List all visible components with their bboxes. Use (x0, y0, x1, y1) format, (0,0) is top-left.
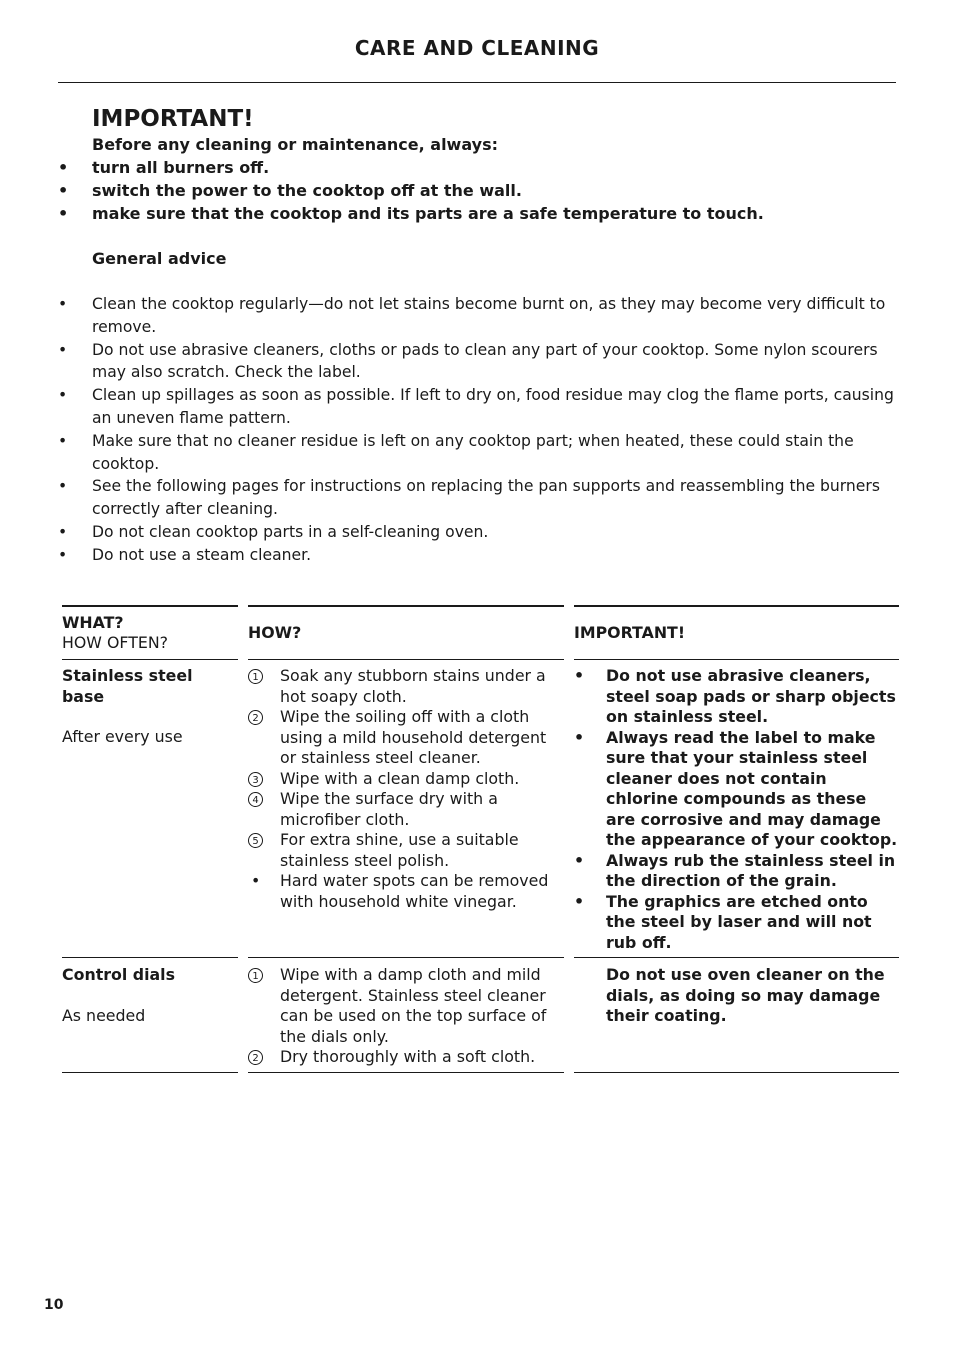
header-what (62, 605, 238, 660)
step-text: Dry thoroughly with a soft cloth. (280, 1047, 536, 1066)
step-item (248, 769, 564, 790)
important-note: • Do not use abrasive cleaners, steel soap pads or sharp objects on stainless steel. (574, 666, 899, 728)
table-row (62, 660, 899, 958)
important-item: • switch the power to the cooktop off at the wall. (58, 180, 858, 203)
general-advice-item: • Do not use a steam cleaner. (58, 544, 898, 567)
step-text: Wipe with a clean damp cloth. (280, 768, 520, 788)
general-advice-item: • Do not clean cooktop parts in a self-cleaning oven. (58, 521, 898, 544)
step-number-icon: 5 (248, 833, 263, 848)
important-item: • make sure that the cooktop and its parts are a safe temperature to touch. (58, 203, 858, 226)
important-item: • turn all burners off. (58, 157, 858, 180)
cleaning-table (62, 605, 899, 1073)
step-text: Wipe the surface dry with a microfiber cloth. (280, 789, 498, 829)
step-item (248, 789, 564, 830)
what-cell (62, 660, 238, 958)
how-cell (248, 660, 564, 958)
step-number-icon: 2 (248, 710, 263, 725)
step-item (248, 1047, 564, 1068)
page-number: 10 (44, 1297, 64, 1313)
step-number-icon: 4 (248, 792, 263, 807)
step-item (248, 707, 564, 769)
steps-list (248, 666, 564, 912)
important-cell (574, 958, 899, 1073)
header-how-often-label: HOW OFTEN? (62, 633, 169, 652)
table-header-row (62, 605, 899, 660)
how-cell (248, 958, 564, 1073)
item-name: Stainless steel base (62, 666, 193, 706)
important-notes-list (574, 666, 899, 953)
important-heading: IMPORTANT! (92, 106, 254, 132)
header-important: IMPORTANT! (574, 605, 899, 660)
step-number-icon: 1 (248, 968, 263, 983)
important-list (58, 157, 858, 225)
step-item (248, 830, 564, 871)
step-text: For extra shine, use a suitable stainless steel polish. (280, 830, 519, 870)
important-note: • The graphics are etched onto the steel by laser and will not rub off. (574, 892, 899, 954)
step-text: Wipe the soiling off with a cloth using a mild household detergent or stainless steel cleaner. (280, 707, 547, 767)
step-item (248, 666, 564, 707)
step-text: Hard water spots can be removed with household white vinegar. (280, 871, 549, 911)
step-text: Wipe with a damp cloth and mild detergent. Stainless steel cleaner can be used on the top surface of the dials only. (280, 965, 547, 1046)
bullet-icon: • (251, 871, 261, 890)
header-what-label: WHAT? (62, 612, 124, 632)
section-title: CARE AND CLEANING (354, 36, 600, 60)
general-advice-list (58, 293, 898, 567)
steps-list (248, 965, 564, 1068)
general-advice-item: • Clean the cooktop regularly—do not let stains become burnt on, as they may become very difficult to remove. (58, 293, 898, 339)
item-name: Control dials (62, 965, 176, 984)
general-advice-item: • Clean up spillages as soon as possible. If left to dry on, food residue may clog the flame ports, causing an uneven flame pattern. (58, 384, 898, 430)
step-number-icon: 1 (248, 669, 263, 684)
general-advice-item: • See the following pages for instructions on replacing the pan supports and reassembling the burners correctly after cleaning. (58, 475, 898, 521)
important-intro: Before any cleaning or maintenance, always: (92, 135, 498, 154)
item-frequency: As needed (62, 1005, 146, 1025)
important-note: Do not use oven cleaner on the dials, as doing so may damage their coating. (606, 965, 885, 1025)
important-cell (574, 660, 899, 958)
step-item (248, 965, 564, 1047)
step-item (248, 871, 564, 912)
general-advice-heading: General advice (92, 249, 227, 268)
table-row (62, 958, 899, 1073)
step-number-icon: 2 (248, 1050, 263, 1065)
step-text: Soak any stubborn stains under a hot soapy cloth. (280, 666, 546, 706)
important-note: • Always read the label to make sure that your stainless steel cleaner does not contain chlorine compounds as these are corrosive and may damage the appearance of your cooktop. (574, 728, 899, 851)
header-how: HOW? (248, 605, 564, 660)
general-advice-item: • Do not use abrasive cleaners, cloths or pads to clean any part of your cooktop. Some nylon scourers may also scratch. Check the label. (58, 339, 898, 385)
general-advice-item: • Make sure that no cleaner residue is left on any cooktop part; when heated, these could stain the cooktop. (58, 430, 898, 476)
what-cell (62, 958, 238, 1073)
important-note: • Always rub the stainless steel in the direction of the grain. (574, 851, 899, 892)
title-divider (58, 82, 896, 83)
step-number-icon: 3 (248, 772, 263, 787)
item-frequency: After every use (62, 727, 183, 746)
